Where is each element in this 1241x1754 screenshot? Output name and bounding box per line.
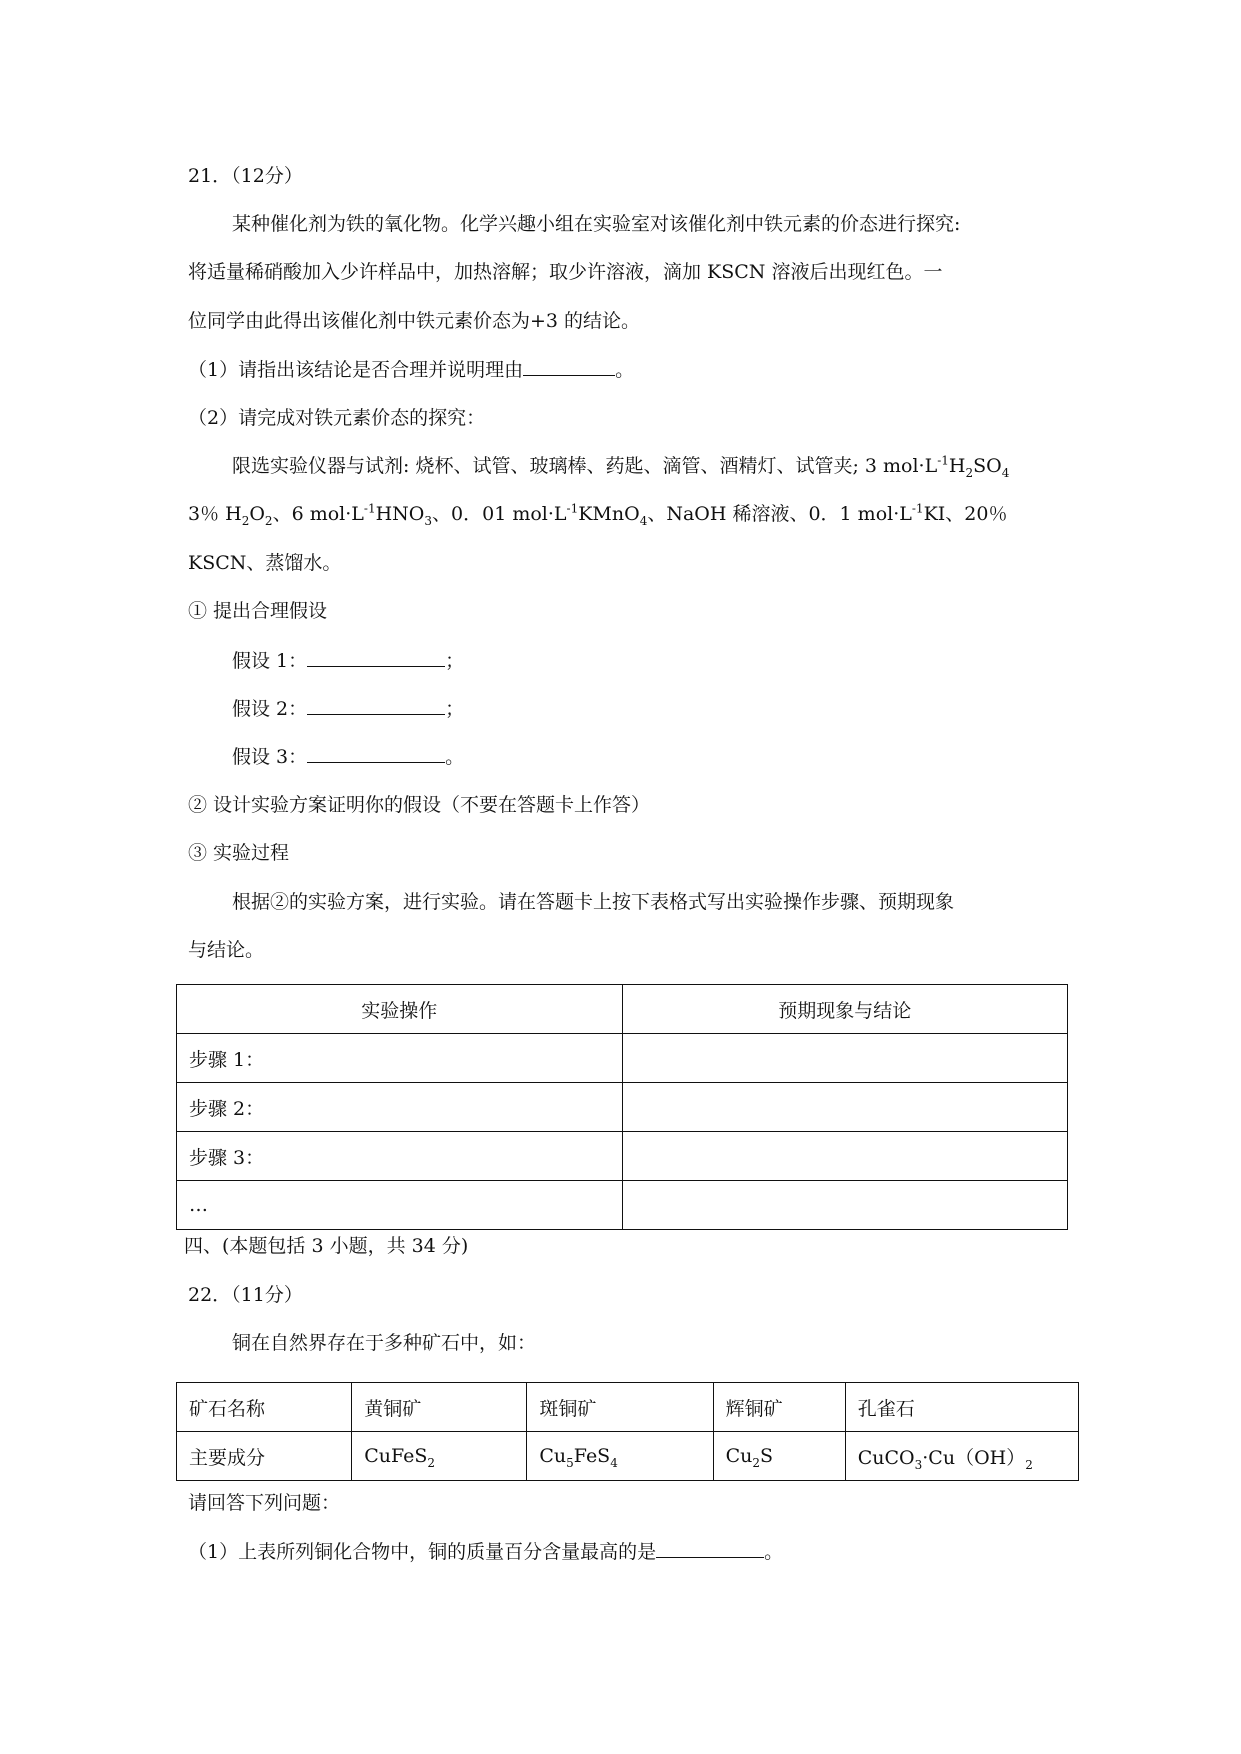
reagents-text: SO [973,455,1002,477]
q21-sub2: （2）请完成对铁元素价态的探究： [188,407,486,429]
reagents-sub: 3 [424,513,433,528]
answer-cell[interactable] [622,1181,1068,1230]
experiment-table [176,984,1068,1230]
reagents-text: 、0．01 mol·L [432,503,567,525]
step-label: 步骤 1： [177,1034,623,1083]
hypothesis-label: 假设 3： [232,746,308,768]
formula-text: ·Cu（OH） [922,1446,1026,1469]
answer-blank[interactable] [307,694,445,715]
q21-intro-line2: 将适量稀硝酸加入少许样品中，加热溶解；取少许溶液，滴加 KSCN 溶液后出现红色。一 [188,261,943,283]
hypothesis-end: 。 [445,746,465,768]
formula-sub: 3 [914,1457,923,1472]
step-label: … [177,1181,623,1230]
q21-sub1 [188,355,634,384]
reagents-sup: -1 [363,501,376,516]
table-header: 实验操作 [177,985,623,1034]
formula-cell [845,1432,1078,1481]
q21-intro-line1: 某种催化剂为铁的氧化物。化学兴趣小组在实验室对该催化剂中铁元素的价态进行探究: [232,213,961,235]
formula-text: CuFeS [364,1445,428,1467]
formula-sub: 2 [1025,1457,1033,1472]
q22-sub1-text: （1）上表所列铜化合物中，铜的质量百分含量最高的是 [188,1541,657,1563]
formula-text: Cu [539,1445,567,1467]
step-label: 步骤 3： [177,1132,623,1181]
formula-sub: 2 [427,1455,436,1470]
question-21-header: 21．（12分） [188,165,303,187]
reagents-sub: 2 [965,465,974,480]
table-row [177,1034,1068,1083]
step1-heading: ① 提出合理假设 [188,600,328,622]
reagents-text: KI、20％ [923,503,1008,525]
answer-blank[interactable] [523,355,615,376]
reagents-sub: 2 [264,513,273,528]
reagents-sub: 2 [241,513,250,528]
ore-table [176,1382,1079,1481]
reagents-text: 限选实验仪器与试剂: 烧杯、试管、玻璃棒、药匙、滴管、酒精灯、试管夹; 3 mol·L [232,455,938,477]
step-label: 步骤 2： [177,1083,623,1132]
formula-sub: 2 [752,1455,760,1470]
table-header: 预期现象与结论 [622,985,1068,1034]
hypothesis-3 [232,742,464,771]
answer-blank[interactable] [307,742,445,763]
table-header-row [177,985,1068,1034]
table-row [177,1181,1068,1230]
formula-text: Cu [725,1445,753,1467]
formula-sub: 4 [610,1455,618,1470]
reagents-sup: -1 [937,453,949,468]
reagents-sup: -1 [566,501,579,516]
reagents-line2 [188,500,1007,528]
reagents-text: 、NaOH 稀溶液、0．1 mol·L [647,503,912,525]
q22-sub1 [188,1537,783,1566]
hypothesis-end: ； [445,698,465,720]
q22-sub1-end: 。 [764,1541,784,1563]
step2-heading: ② 设计实验方案证明你的假设（不要在答题卡上作答） [188,794,651,816]
answer-blank[interactable] [307,646,445,667]
hypothesis-1 [232,646,464,675]
answer-cell[interactable] [622,1083,1068,1132]
table-cell: 孔雀石 [845,1383,1078,1432]
answer-cell[interactable] [622,1034,1068,1083]
table-row [177,1383,1079,1432]
reagents-text: 、6 mol·L [272,503,364,525]
reagents-line1 [232,452,1009,480]
table-row [177,1083,1068,1132]
table-cell: 斑铜矿 [527,1383,713,1432]
hypothesis-label: 假设 1： [232,650,308,672]
table-row [177,1432,1079,1481]
hypothesis-2 [232,694,464,723]
reagents-text: 3％ H [188,503,242,525]
reagents-text: HNO [375,503,425,525]
formula-cell [713,1432,845,1481]
q21-sub1-end: 。 [615,359,635,381]
reagents-sub: 4 [1001,465,1010,480]
table-cell: 矿石名称 [177,1383,352,1432]
q22-ask: 请回答下列问题： [188,1492,341,1514]
procedure-line1: 根据②的实验方案，进行实验。请在答题卡上按下表格式写出实验操作步骤、预期现象 [232,891,955,913]
step3-heading: ③ 实验过程 [188,842,290,864]
table-cell: 主要成分 [177,1432,352,1481]
formula-cell [527,1432,713,1481]
q22-intro: 铜在自然界存在于多种矿石中，如： [232,1332,537,1354]
hypothesis-label: 假设 2： [232,698,308,720]
table-cell: 辉铜矿 [713,1383,845,1432]
answer-blank[interactable] [656,1537,764,1558]
procedure-line2: 与结论。 [188,939,265,961]
reagents-sup: -1 [911,501,924,516]
reagents-line3: KSCN、蒸馏水。 [188,552,342,574]
hypothesis-end: ； [445,650,465,672]
reagents-text: O [249,503,265,525]
section-4-header: 四、(本题包括 3 小题，共 34 分) [184,1235,469,1257]
question-22-header: 22．（11分） [188,1284,303,1306]
formula-text: CuCO [857,1446,915,1469]
q21-sub1-text: （1）请指出该结论是否合理并说明理由 [188,359,524,381]
formula-text: FeS [573,1445,611,1467]
table-row [177,1132,1068,1181]
q21-intro-line3: 位同学由此得出该催化剂中铁元素价态为+3 的结论。 [188,310,641,332]
table-cell: 黄铜矿 [352,1383,527,1432]
formula-sub: 5 [566,1455,574,1470]
answer-cell[interactable] [622,1132,1068,1181]
formula-cell [352,1432,527,1481]
reagents-text: KMnO [578,503,640,525]
reagents-text: H [948,455,966,477]
reagents-sub: 4 [639,513,648,528]
formula-text: S [760,1445,774,1467]
